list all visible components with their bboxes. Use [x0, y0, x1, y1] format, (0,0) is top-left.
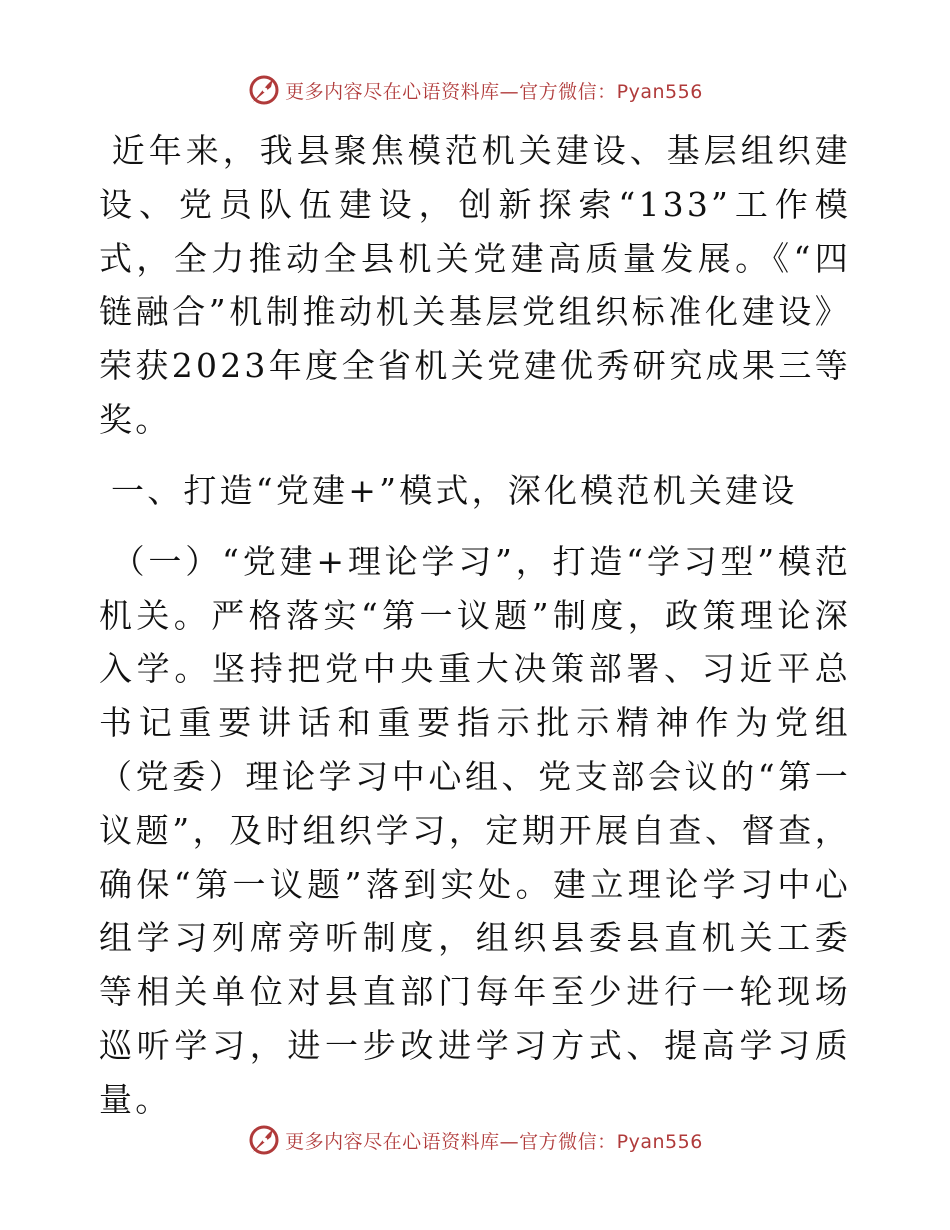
quill-logo-icon — [247, 1123, 281, 1157]
watermark-text: 更多内容尽在心语资料库—官方微信：Pyan556 — [285, 80, 703, 103]
subsection-paragraph-text: （一）“党建+理论学习”，打造“学习型”模范机关。严格落实“第一议题”制度，政策理论深入学。坚持把党中央重大决策部署、习近平总书记重要讲话和重要指示批示精神作为党组（党委）理论学习中心组、党支部会议的“第一议题”，及时组织学习，定期开展自查、督查，确保“第一议题”落到实处。建立理论学习中心组学习列席旁听制度，组织县委县直机关工委等相关单位对县直部门每年至少进行一轮现场巡听学习，进一步改进学习方式、提高学习质量。 — [99, 541, 851, 1119]
watermark-text: 更多内容尽在心语资料库—官方微信：Pyan556 — [285, 1130, 703, 1153]
intro-paragraph-text: 近年来，我县聚焦模范机关建设、基层组织建设、党员队伍建设，创新探索“133”工作模式，全力推动全县机关党建高质量发展。《“四链融合”机制推动机关基层党组织标准化建设》荣获2023年度全省机关党建优秀研究成果三等奖。 — [99, 131, 851, 439]
document-body — [99, 124, 851, 1127]
intro-paragraph — [99, 124, 851, 447]
quill-logo-icon — [247, 73, 281, 107]
bottom-watermark-banner — [0, 1120, 950, 1160]
section-heading: 一、打造“党建+”模式，深化模范机关建设 — [111, 470, 798, 510]
top-watermark-banner — [0, 70, 950, 110]
subsection-paragraph — [99, 535, 851, 1127]
